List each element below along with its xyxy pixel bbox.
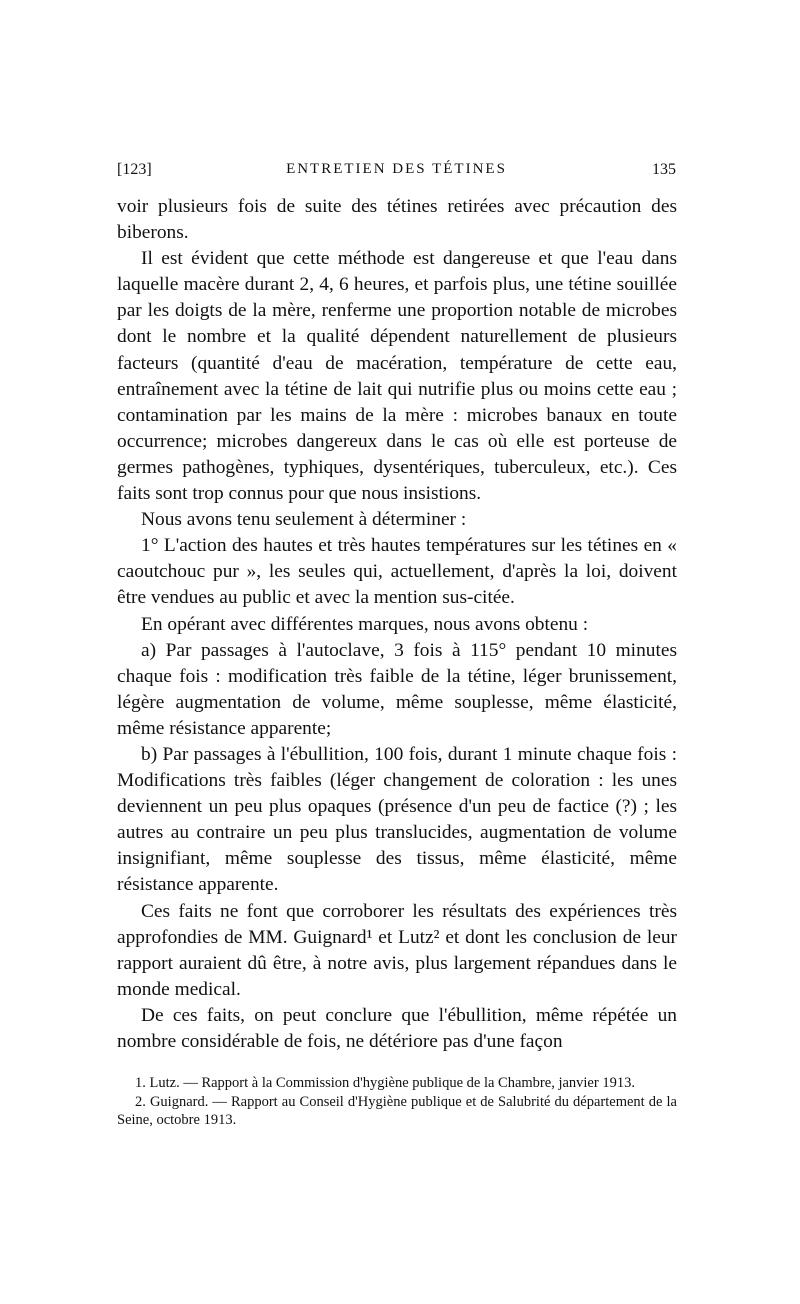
paragraph: Il est évident que cette méthode est dangereuse et que l'eau dans laquelle macère durant 2, 4, 6 heures, et parfois plus, une tétine souillée par les doigts de la mère, renferme une proportion notable de microbes dont le nombre et la qualité dépendent naturellement de plusieurs facteurs (quantité d'eau de macération, température de cette eau, entraînement avec la tétine de lait qui nutrifie plus ou moins cette eau ; contamination par les mains de la mère : microbes banaux en toute occurrence; microbes dangereux dans le cas où elle est porteuse de germes pathogènes, typhiques, dysentériques, tuberculeux, etc.). Ces faits sont trop connus pour que nous insistions. [117, 248, 677, 505]
footnotes [117, 1074, 677, 1130]
running-header [117, 161, 676, 183]
paragraph: a) Par passages à l'autoclave, 3 fois à 115° pendant 10 minutes chaque fois : modification très faible de la tétine, léger brunissement, légère augmentation de volume, même souplesse, même élasticité, même résistance apparente; [117, 639, 677, 739]
section-number: [123] [117, 161, 152, 178]
paragraph: voir plusieurs fois de suite des tétines retirées avec précaution des biberons. [117, 196, 677, 244]
paragraph: 1° L'action des hautes et très hautes températures sur les tétines en « caoutchouc pur », les seules qui, actuellement, d'après la loi, doivent être vendues au public et avec la mention sus-citée. [117, 535, 677, 609]
running-title: ENTRETIEN DES TÉTINES [286, 161, 507, 177]
footnote: 2. Guignard. — Rapport au Conseil d'Hygiène publique et de Salubrité du département de la Seine, octobre 1913. [117, 1093, 677, 1128]
paragraph: Nous avons tenu seulement à déterminer : [141, 509, 467, 531]
body-text [117, 194, 677, 1055]
paragraph: De ces faits, on peut conclure que l'ébullition, même répétée un nombre considérable de fois, ne détériore pas d'une façon [117, 1004, 677, 1052]
paragraph: En opérant avec différentes marques, nous avons obtenu : [141, 613, 589, 635]
footnote: 1. Lutz. — Rapport à la Commission d'hygiène publique de la Chambre, janvier 1913. [135, 1075, 635, 1091]
paragraph: b) Par passages à l'ébullition, 100 fois, durant 1 minute chaque fois : Modifications très faibles (léger changement de coloration : les unes deviennent un peu plus opaques (présence d'un peu de factice (?) ; les autres au contraire un peu plus translucides, augmentation de volume insignifiant, même souplesse des tissus, même élasticité, même résistance apparente. [117, 743, 677, 896]
paragraph: Ces faits ne font que corroborer les résultats des expériences très approfondies de MM. Guignard¹ et Lutz² et dont les conclusion de leur rapport auraient dû être, à notre avis, plus largement répandues dans le monde medical. [117, 900, 677, 1000]
page-number: 135 [652, 161, 676, 178]
